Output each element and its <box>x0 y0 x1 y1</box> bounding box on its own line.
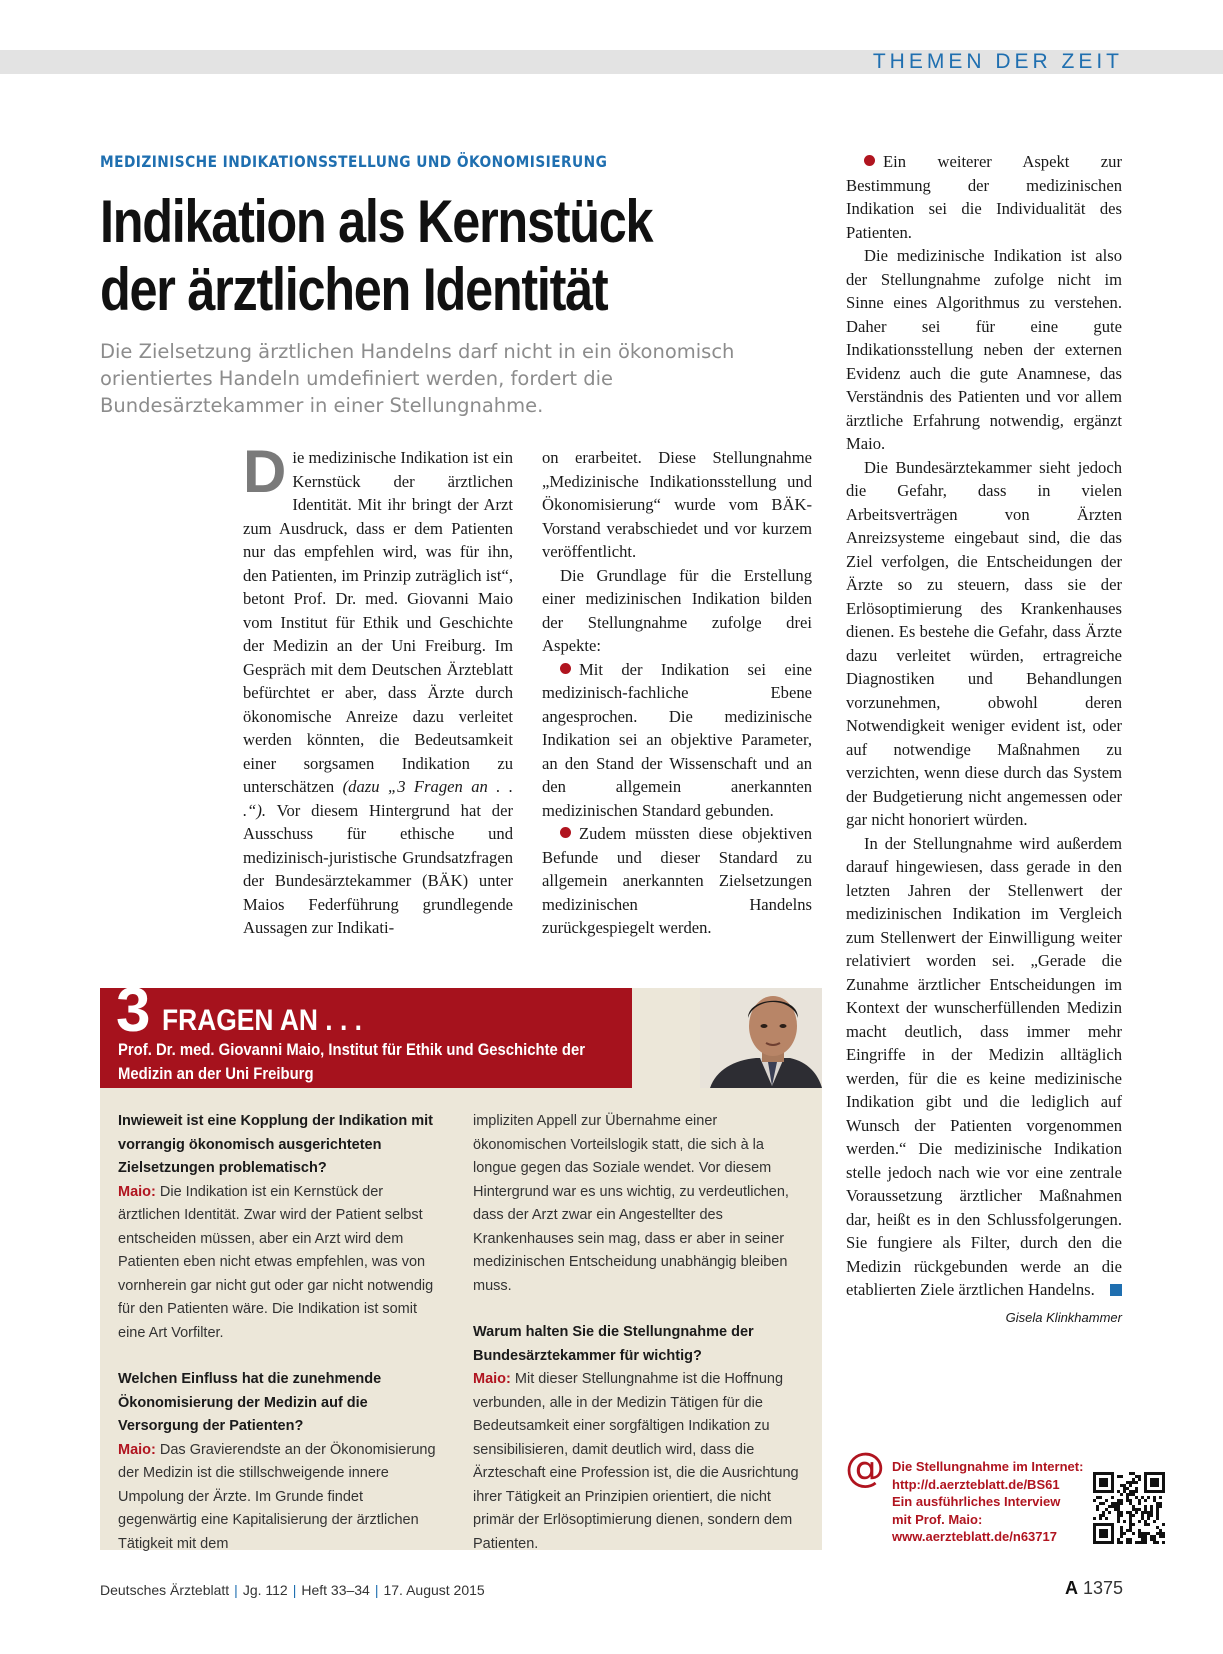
paragraph-text: Vor diesem Hintergrund hat der Ausschuss für ethische und medizinisch-juristische Grundsatzfragen der Bundesärztekammer (BÄK) unter Maios Federführung grundlegende Aussagen zur Indikati- <box>243 800 513 937</box>
body-paragraph: Die medizinische Indikation ist also der Stellungnahme zufolge nicht im Sinne eines Algorithmus zu verstehen. Daher sei für eine gute Indikationsstellung neben der externen Evidenz auch die gute Anamnese, das Verständnis des Patienten und vor allem ärztliche Erfahrung notwendig, ergänzt Maio. <box>846 246 1122 453</box>
title-line-1: Indikation als Kernstück <box>100 188 653 255</box>
section-label: THEMEN DER ZEIT <box>872 50 1123 73</box>
article-kicker: MEDIZINISCHE INDIKATIONSSTELLUNG UND ÖKONOMISIERUNG <box>100 152 608 171</box>
interview-answer <box>473 1368 805 1556</box>
drop-cap: D <box>243 438 287 505</box>
interview-subtitle: Prof. Dr. med. Giovanni Maio, Institut für Ethik und Geschichte der Medizin an der Uni Freiburg <box>118 1041 586 1083</box>
end-mark <box>1110 1284 1122 1296</box>
interview-question: Inwieweit ist eine Kopplung der Indikation mit vorrangig ökonomisch ausgerichteten Zielsetzungen problematisch? <box>118 1113 433 1176</box>
journal-volume: Jg. 112 <box>242 1582 288 1598</box>
weblinks <box>892 1458 1083 1546</box>
bullet-item <box>542 658 812 823</box>
paragraph-text: ie medizinische Indikation ist ein Kernstück der ärztlichen Identität. Mit ihr bringt der Arzt zum Ausdruck, dass er dem Patienten nur das empfehlen wird, was für ihn, den Patienten, im Prinzip zuträglich ist“, betont Prof. Dr. med. Giovanni Maio vom Institut für Ethik und Geschichte der Medizin an der Uni Freiburg. Im Gespräch mit dem Deutschen Ärzteblatt befürchtet er aber, dass Ärzte durch ökonomische Anreize dazu verleitet werden könnten, die Bedeutsamkeit einer sorgsamen Indikation zu unterschätzen <box>243 448 513 796</box>
answer-text: Das Gravierendste an der Ökonomisierung der Medizin ist die stillschweigende innere Umpolung der Ärzte. Im Grunde findet gegenwärtig eine Kapitalisierung der ärztlichen Tätigkeit mit dem <box>118 1441 436 1552</box>
article-lead: Die Zielsetzung ärztlichen Handelns darf nicht in ein ökonomisch orientiertes Handeln umdefiniert werden, fordert die Bundesärztekammer in einer Stellungnahme. <box>100 340 735 417</box>
interview-column-1 <box>118 1110 440 1556</box>
article-title <box>100 188 688 324</box>
weblink-label: mit Prof. Maio: <box>892 1511 983 1527</box>
interview-column-2 <box>473 1110 805 1556</box>
bullet-item <box>846 150 1122 244</box>
body-paragraph: Die Bundesärztekammer sieht jedoch die Gefahr, dass in vielen Arbeitsverträgen von Ärzten Anreizsysteme eingebaut sind, die das Ziel verfolgen, die Entscheidungen der Ärzte so zu steuern, dass sie der Erlösoptimierung des Krankenhauses dienen. Es bestehe die Gefahr, dass Ärzte dazu verleitet würden, ertragreiche Diagnostiken und Behandlungen vorzunehmen, obwohl deren Notwendigkeit weniger evident ist, oder auf notwendige Maßnahmen zu verzichten, wenn diese durch das System der Budgetierung nicht angemessen oder gar nicht honoriert würden. <box>846 457 1122 829</box>
svg-text:@: @ <box>845 1448 885 1488</box>
qr-code-icon[interactable] <box>1093 1472 1165 1544</box>
answer-label: Maio: <box>118 1183 156 1200</box>
interview-answer <box>118 1181 440 1346</box>
bullet-text: Mit der Indikation sei eine medizinisch-fachliche Ebene angesprochen. Die medizinische Indikation sei an objektive Parameter, an den Stand der Wissenschaft und an den allgemein anerkannten medizinischen Standard gebunden. <box>542 659 812 820</box>
body-paragraph: on erarbeitet. Diese Stellungnahme „Medizinische Indikationsstellung und Ökonomisierung“ wurde vom BÄK-Vorstand verabschiedet und vor kurzem veröffentlicht. <box>542 448 812 561</box>
weblink-url[interactable]: http://d.aerzteblatt.de/BS61 <box>892 1476 1060 1492</box>
weblink-label: Die Stellungnahme im Internet: <box>892 1459 1084 1474</box>
bullet-icon <box>560 663 571 674</box>
portrait-image <box>700 988 822 1088</box>
answer-text: Mit dieser Stellungnahme ist die Hoffnung verbunden, alle in der Medizin Tätigen für die Bedeutsamkeit einer sorgfältigen Indikation zu sensibilisieren, damit deutlich wird, dass die Ärzteschaft eine Profession ist, die die Ausrichtung ihrer Tätigkeit an Prinzipien orientiert, die nicht primär der Erlösoptimierung dienen, sondern dem Patienten. <box>473 1371 799 1552</box>
answer-text: Die Indikation ist ein Kernstück der ärztlichen Identität. Zwar wird der Patient selbst entscheiden müssen, aber ein Arzt wird dem Patienten eben nicht etwas empfehlen, was von vornherein gar nicht gut oder gar nicht notwendig für den Patienten wäre. Die Indikation ist somit eine Art Vorfilter. <box>118 1183 434 1341</box>
paragraph-text: In der Stellungnahme wird außerdem darauf hingewiesen, dass gerade in den letzten Jahren der Stellenwert der medizinischen Indikation im Vergleich zum Stellenwert der Einwilligung weiter relativiert worden sei. „Gerade die Zunahme ärztlicher Entscheidungen im Kontext der wunscherfüllenden Medizin macht deutlich, dass immer mehr Eingriffe in der Medizin alltäglich werden, für die es keine medizinische Indikation gibt und die lediglich auf Wunsch der Patienten vorgenommen werden.“ Die medizinische Indikation stelle jedoch nach wie vor eine zentrale Voraussetzung ärztlicher Maßnahmen dar, heißt es in den Schlussfolgerungen. Sie fungiere als Filter, durch den die Medizin rückgebunden werde an die etablierten Ziele ärztlichen Handelns. <box>846 833 1122 1299</box>
bullet-icon <box>560 827 571 838</box>
weblink-url[interactable]: www.aerzteblatt.de/n63717 <box>892 1529 1057 1544</box>
interview-title: FRAGEN AN . . . <box>162 1004 362 1037</box>
bullet-text: Ein weiterer Aspekt zur Bestimmung der medizinischen Indikation sei die Individualität des Patienten. <box>846 152 1122 242</box>
interview-question: Welchen Einfluss hat die zunehmende Ökonomisierung der Medizin auf die Versorgung der Patienten? <box>118 1371 382 1434</box>
footer-citation: Deutsches Ärzteblatt | Jg. 112 | Heft 33–34 | 17. August 2015 <box>100 1582 485 1598</box>
author-name: Gisela Klinkhammer <box>1005 1309 1122 1325</box>
article-column-1 <box>243 438 513 940</box>
body-paragraph: Die Grundlage für die Erstellung einer medizinischen Indikation bilden der Stellungnahme zufolge drei Aspekte: <box>542 565 812 655</box>
at-icon <box>845 1448 885 1493</box>
interview-answer <box>118 1439 440 1557</box>
interview-answer-continued: impliziten Appell zur Übernahme einer ökonomischen Vorteilslogik statt, die sich à la longue gegen das Soziale wendet. Vor diesem Hintergrund war es uns wichtig, zu verdeutlichen, dass der Arzt zwar ein Angestellter des Krankenhauses sein mag, dass er aber in seiner medizinischen Entscheidung unabhängig bleiben muss. <box>473 1113 789 1294</box>
answer-label: Maio: <box>118 1441 156 1458</box>
portrait-photo <box>700 988 822 1088</box>
page-number: A 1375 <box>1064 1578 1123 1598</box>
cross-reference: (dazu „3 Fragen an . . .“). <box>243 777 513 820</box>
body-paragraph <box>846 832 1122 1302</box>
journal-date: 17. August 2015 <box>383 1582 485 1598</box>
interview-number: 3 <box>116 976 151 1045</box>
bullet-icon <box>864 155 875 166</box>
article-column-3 <box>846 150 1122 1329</box>
interview-question: Warum halten Sie die Stellungnahme der Bundesärztekammer für wichtig? <box>473 1324 754 1364</box>
body-paragraph <box>243 438 513 940</box>
journal-issue: Heft 33–34 <box>301 1582 370 1598</box>
bullet-text: Zudem müssten diese objektiven Befunde und dieser Standard zu allgemein anerkannten Zielsetzungen medizinischen Handelns zurückgespiegelt werden. <box>542 824 812 937</box>
weblink-label: Ein ausführliches Interview <box>892 1494 1061 1509</box>
bullet-item <box>542 822 812 940</box>
article-column-2 <box>542 446 812 940</box>
answer-label: Maio: <box>473 1371 511 1387</box>
journal-name: Deutsches Ärzteblatt <box>100 1582 230 1598</box>
title-line-2: der ärztlichen Identität <box>100 256 608 323</box>
